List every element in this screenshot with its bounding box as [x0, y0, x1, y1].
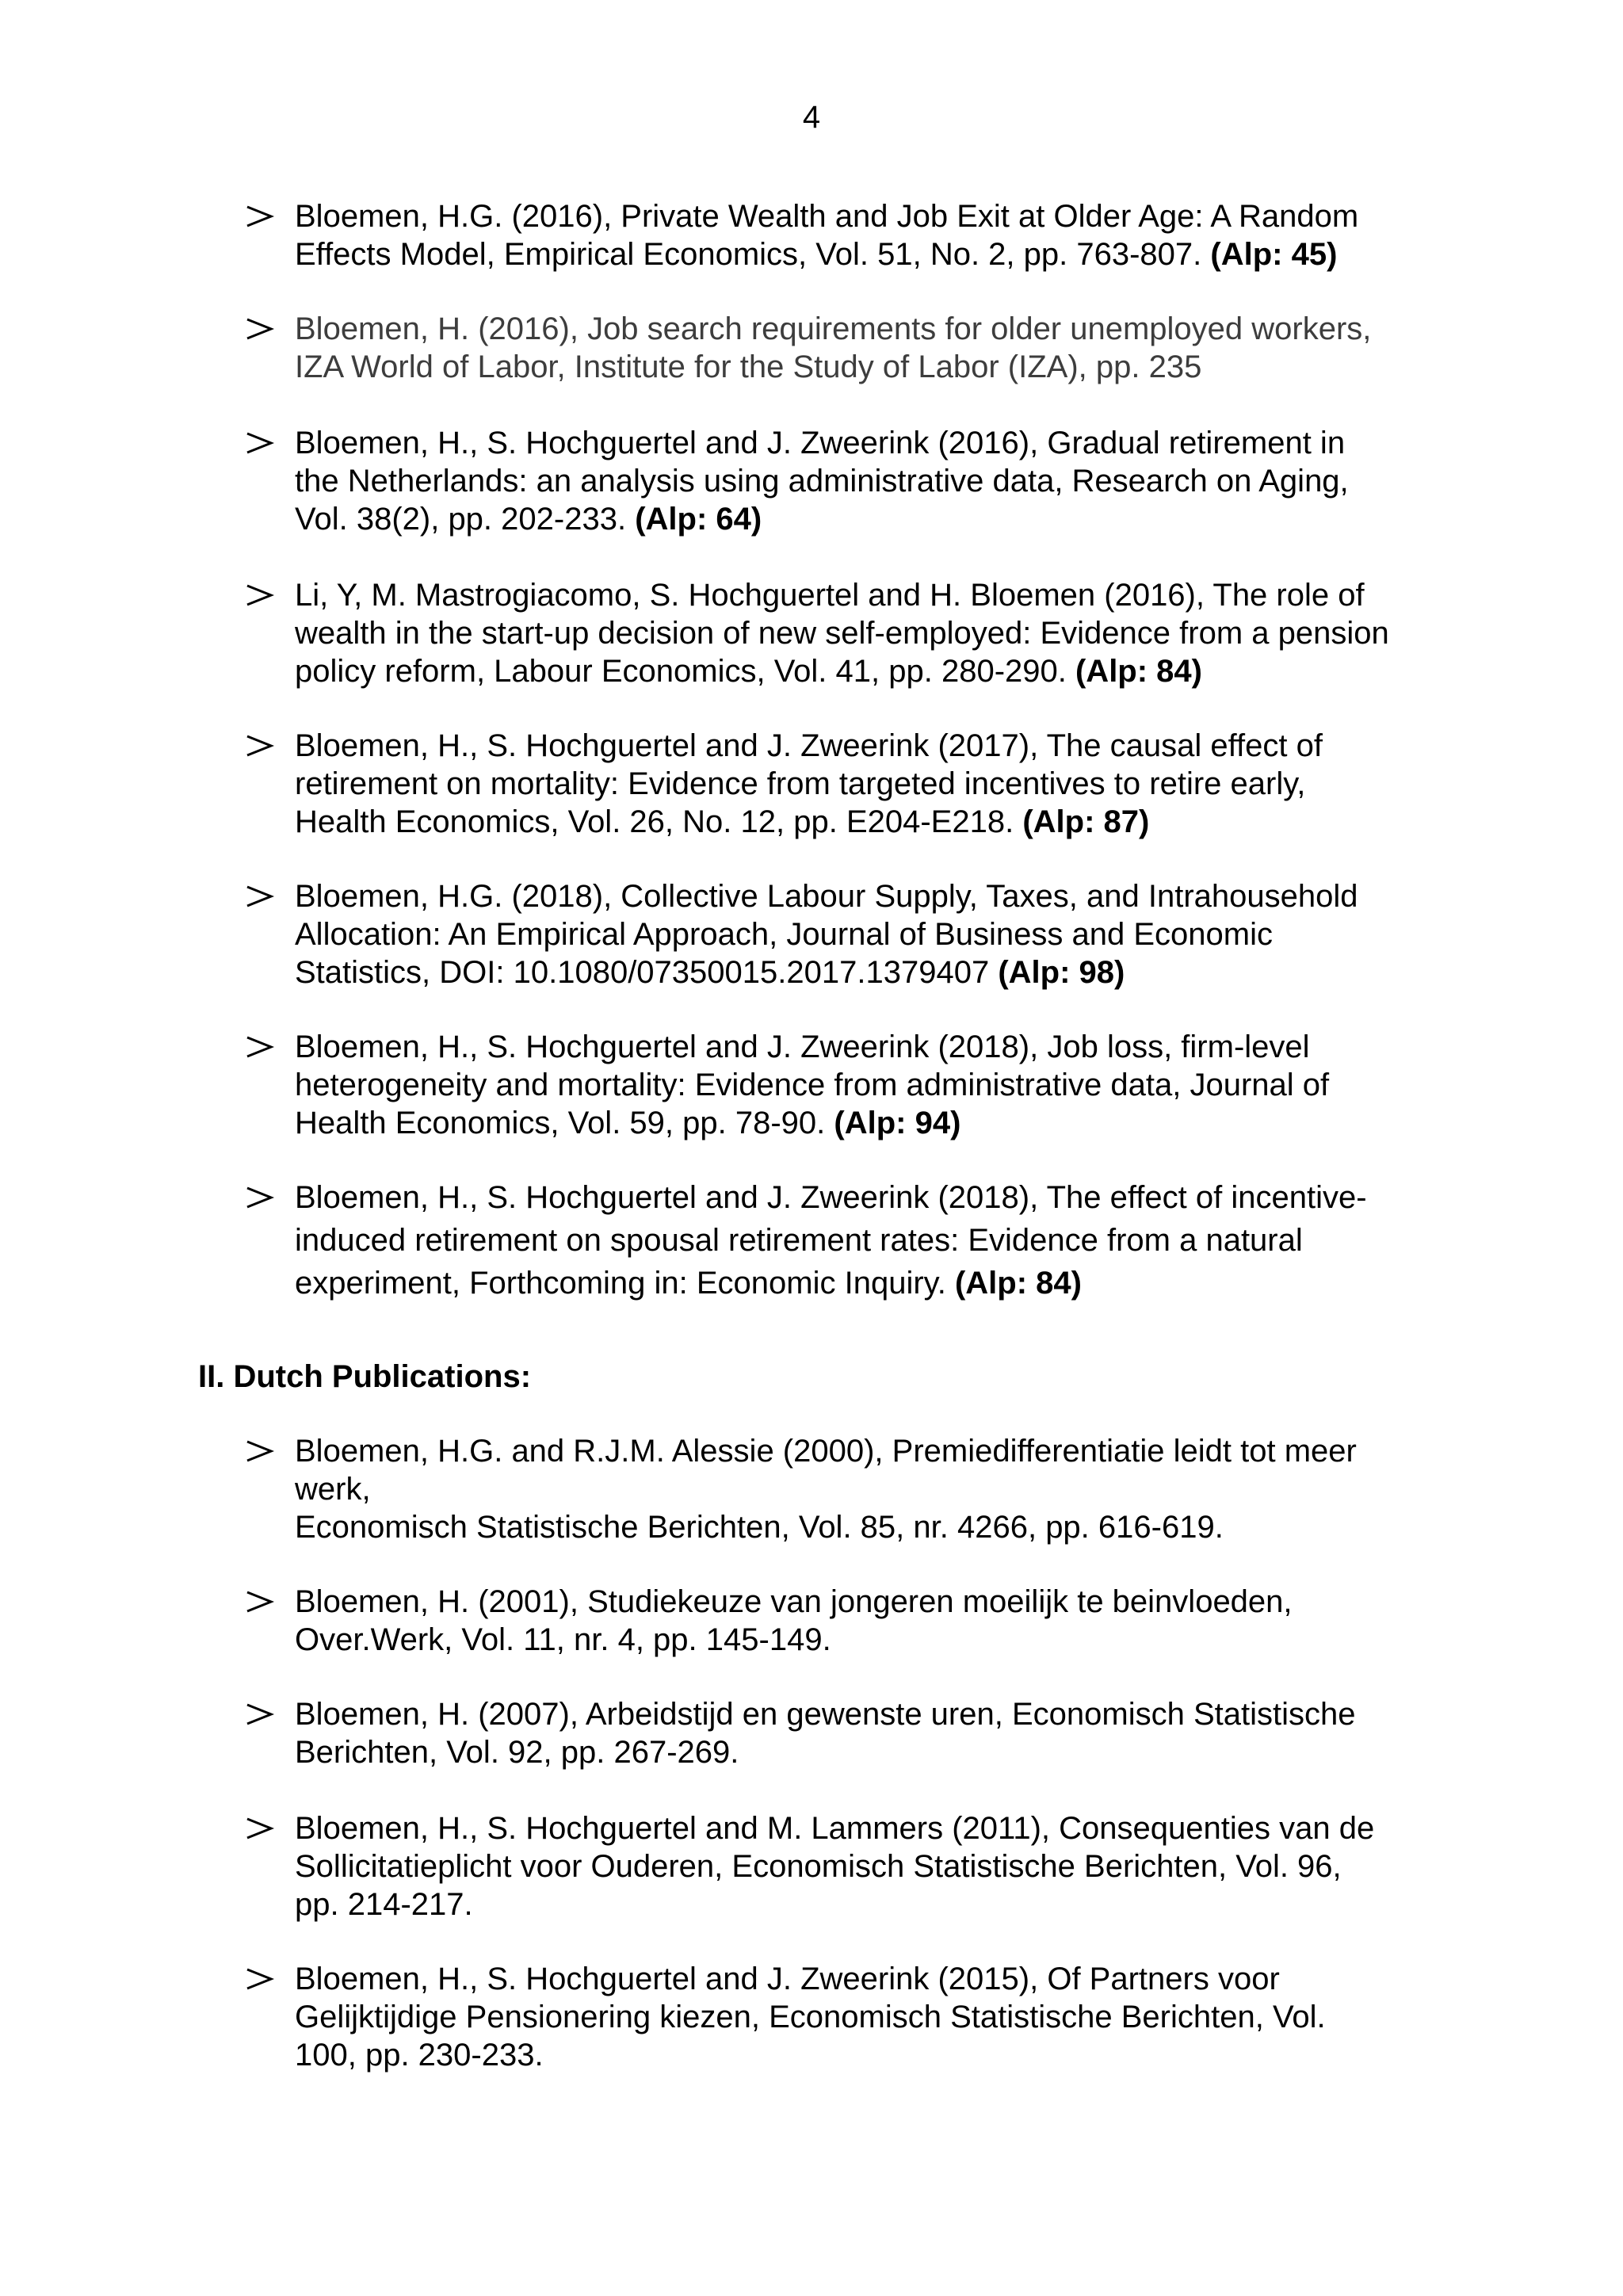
alp-score: (Alp: 64)	[635, 502, 762, 537]
publication-line: Economisch Statistische Berichten, Vol. 85, nr. 4266, pp. 616-619.	[295, 1510, 1224, 1545]
publication-line: Berichten, Vol. 92, pp. 267-269.	[295, 1735, 739, 1770]
publication-text	[295, 1179, 1436, 1307]
publication-line: Bloemen, H.G. (2018), Collective Labour Supply, Taxes, and Intrahousehold	[295, 879, 1358, 914]
publication-text	[295, 1809, 1436, 1924]
arrowhead-bullet-icon	[245, 1809, 275, 1847]
publication-line: Bloemen, H., S. Hochguertel and J. Zweerink (2017), The causal effect of	[295, 728, 1323, 763]
alp-score: (Alp: 87)	[1022, 804, 1150, 839]
publication-line: Bloemen, H.G. (2016), Private Wealth and Job Exit at Older Age: A Random	[295, 199, 1359, 234]
arrowhead-bullet-icon	[245, 727, 275, 765]
page-number: 4	[802, 100, 821, 135]
publication-line	[295, 953, 1436, 991]
arrowhead-bullet-icon	[245, 1432, 275, 1470]
publication-text	[295, 877, 1436, 991]
publication-line-text: policy reform, Labour Economics, Vol. 41, pp. 280-290.	[295, 654, 1075, 689]
publication-line-text: Statistics, DOI: 10.1080/07350015.2017.1379407	[295, 955, 999, 990]
publication-line-text: Effects Model, Empirical Economics, Vol. 51, No. 2, pp. 763-807.	[295, 237, 1211, 272]
publication-line	[295, 652, 1436, 690]
publication-line: pp. 214-217.	[295, 1887, 473, 1922]
publication-line-text: Health Economics, Vol. 59, pp. 78-90.	[295, 1106, 834, 1140]
publication-line: Bloemen, H., S. Hochguertel and J. Zweerink (2015), Of Partners voor	[295, 1962, 1280, 1996]
publication-line: Bloemen, H., S. Hochguertel and J. Zweerink (2018), Job loss, firm-level	[295, 1030, 1310, 1064]
publication-line: Bloemen, H. (2016), Job search requirements for older unemployed workers,	[295, 311, 1372, 346]
publication-line	[295, 803, 1436, 841]
publication-line: Bloemen, H., S. Hochguertel and M. Lammers (2011), Consequenties van de	[295, 1811, 1375, 1846]
alp-score: (Alp: 94)	[834, 1106, 961, 1140]
publication-line: induced retirement on spousal retirement rates: Evidence from a natural	[295, 1223, 1303, 1258]
arrowhead-bullet-icon	[245, 197, 275, 235]
arrowhead-bullet-icon	[245, 310, 275, 348]
publication-line-text: Health Economics, Vol. 26, No. 12, pp. E204-E218.	[295, 804, 1023, 839]
arrowhead-bullet-icon	[245, 1695, 275, 1733]
publication-text	[295, 1960, 1436, 2074]
alp-score: (Alp: 45)	[1210, 237, 1338, 272]
publication-line: Bloemen, H., S. Hochguertel and J. Zweerink (2018), The effect of incentive-	[295, 1180, 1367, 1215]
publication-line: Allocation: An Empirical Approach, Journal of Business and Economic	[295, 917, 1274, 952]
publication-line: the Netherlands: an analysis using administrative data, Research on Aging,	[295, 464, 1349, 499]
publication-line: heterogeneity and mortality: Evidence from administrative data, Journal of	[295, 1068, 1330, 1102]
publication-text	[295, 1583, 1436, 1659]
arrowhead-bullet-icon	[245, 1028, 275, 1066]
publication-line: Li, Y, M. Mastrogiacomo, S. Hochguertel and H. Bloemen (2016), The role of	[295, 578, 1365, 613]
publication-line-text: Vol. 38(2), pp. 202-233.	[295, 502, 636, 537]
publication-line: retirement on mortality: Evidence from targeted incentives to retire early,	[295, 766, 1306, 801]
publication-text	[295, 197, 1436, 273]
alp-score: (Alp: 98)	[998, 955, 1125, 990]
publication-text	[295, 576, 1436, 690]
publication-line: werk,	[295, 1472, 371, 1507]
arrowhead-bullet-icon	[245, 424, 275, 462]
publication-line: Bloemen, H. (2007), Arbeidstijd en gewenste uren, Economisch Statistische	[295, 1697, 1356, 1732]
publication-line	[295, 1264, 1436, 1307]
arrowhead-bullet-icon	[245, 1960, 275, 1998]
publication-line: Bloemen, H. (2001), Studiekeuze van jongeren moeilijk te beinvloeden,	[295, 1584, 1293, 1619]
arrowhead-bullet-icon	[245, 1179, 275, 1217]
alp-score: (Alp: 84)	[1075, 654, 1202, 689]
publication-line	[295, 1104, 1436, 1142]
publication-line: 100, pp. 230-233.	[295, 2038, 544, 2073]
arrowhead-bullet-icon	[245, 576, 275, 614]
publication-line-text: experiment, Forthcoming in: Economic Inquiry.	[295, 1266, 955, 1301]
alp-score: (Alp: 84)	[954, 1266, 1082, 1301]
publication-text	[295, 1695, 1436, 1771]
publication-text	[295, 310, 1436, 386]
publication-line	[295, 500, 1436, 538]
section-heading: II. Dutch Publications:	[198, 1359, 532, 1394]
publication-line: Gelijktijdige Pensionering kiezen, Economisch Statistische Berichten, Vol.	[295, 2000, 1326, 2034]
publication-text	[295, 1028, 1436, 1142]
publication-line: Bloemen, H., S. Hochguertel and J. Zweerink (2016), Gradual retirement in	[295, 426, 1346, 460]
publication-text	[295, 727, 1436, 841]
publication-line: IZA World of Labor, Institute for the Study of Labor (IZA), pp. 235	[295, 350, 1202, 384]
arrowhead-bullet-icon	[245, 1583, 275, 1621]
publication-line: Over.Werk, Vol. 11, nr. 4, pp. 145-149.	[295, 1622, 831, 1657]
publication-text	[295, 424, 1436, 538]
publication-line: wealth in the start-up decision of new self-employed: Evidence from a pension	[295, 616, 1389, 651]
publication-line: Bloemen, H.G. and R.J.M. Alessie (2000), Premiedifferentiatie leidt tot meer	[295, 1434, 1357, 1469]
arrowhead-bullet-icon	[245, 877, 275, 915]
publication-line	[295, 235, 1436, 273]
publication-text	[295, 1432, 1436, 1546]
publication-line: Sollicitatieplicht voor Ouderen, Economisch Statistische Berichten, Vol. 96,	[295, 1849, 1342, 1884]
